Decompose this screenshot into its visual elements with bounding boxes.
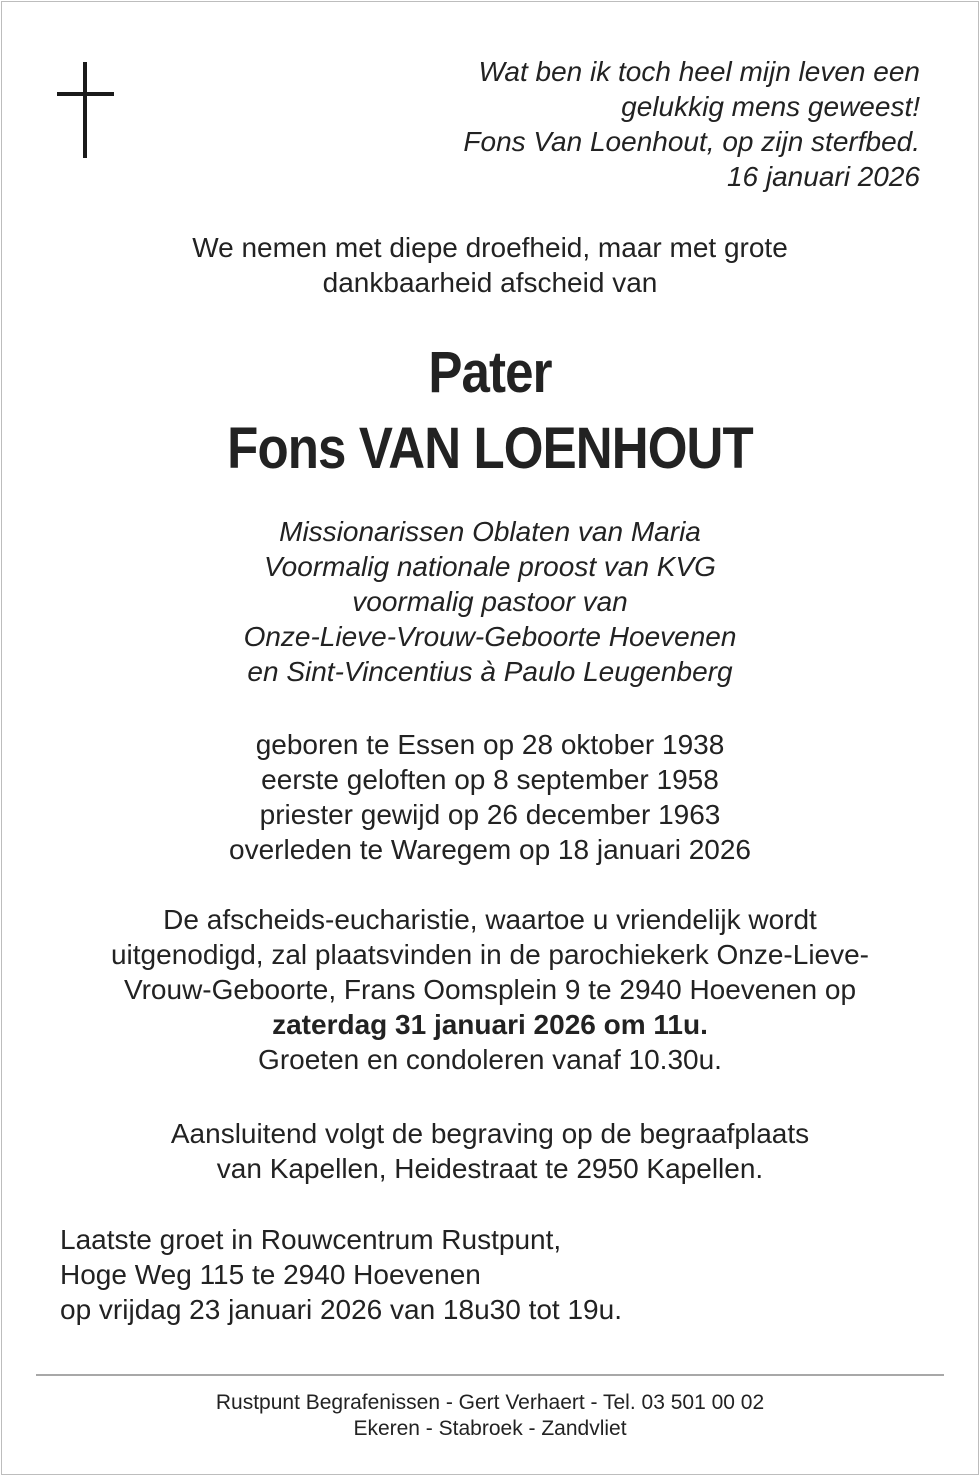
condolence-time: Groeten en condoleren vanaf 10.30u. [258,1044,722,1075]
deceased-name-block [59,335,921,487]
roles [0,514,980,689]
footer-line: Rustpunt Begrafenissen - Gert Verhaert - Tel. 03 501 00 02 [215,1391,765,1414]
intro-line: We nemen met diepe droefheid, maar met grote [192,232,788,263]
role-line: voormalig pastoor van [352,586,628,617]
quote-line: Wat ben ik toch heel mijn leven een [478,56,920,87]
role-line: Voormalig nationale proost van KVG [264,551,716,582]
burial-line: van Kapellen, Heidestraat te 2950 Kapellen. [216,1153,764,1184]
footer-divider [36,1374,944,1376]
funeral-home-footer [0,1390,980,1442]
role-line: Onze-Lieve-Vrouw-Geboorte Hoevenen [243,621,737,652]
date-line: eerste geloften op 8 september 1958 [261,764,719,795]
cross-icon [57,62,114,158]
burial-info [0,1116,980,1186]
farewell-line: Hoge Weg 115 te 2940 Hoevenen [60,1259,481,1290]
burial-line: Aansluitend volgt de begraving op de begraafplaats [170,1118,810,1149]
ceremony-line: De afscheids-eucharistie, waartoe u vriendelijk wordt [163,904,817,935]
quote [300,54,920,194]
deceased-name: Fons VAN LOENHOUT [227,416,753,481]
role-line: en Sint-Vincentius à Paulo Leugenberg [247,656,733,687]
ceremony-line: uitgenodigd, zal plaatsvinden in de parochiekerk Onze-Lieve- [110,939,870,970]
role-line: Missionarissen Oblaten van Maria [279,516,701,547]
footer-line: Ekeren - Stabroek - Zandvliet [353,1417,627,1440]
farewell-line: op vrijdag 23 januari 2026 van 18u30 tot 19u. [60,1294,622,1325]
quote-line: gelukkig mens geweest! [621,91,920,122]
ceremony-line: Vrouw-Geboorte, Frans Oomsplein 9 te 2940 Hoevenen op [123,974,857,1005]
quote-date: 16 januari 2026 [726,161,920,192]
quote-line: Fons Van Loenhout, op zijn sterfbed. [463,126,920,157]
life-dates [0,727,980,867]
farewell-line: Laatste groet in Rouwcentrum Rustpunt, [60,1224,562,1255]
intro-line: dankbaarheid afscheid van [322,267,658,298]
deceased-title: Pater [428,340,552,405]
date-line: priester gewijd op 26 december 1963 [259,799,721,830]
intro-text [0,230,980,300]
ceremony-datetime: zaterdag 31 januari 2026 om 11u. [272,1009,708,1040]
date-line: geboren te Essen op 28 oktober 1938 [255,729,725,760]
date-line: overleden te Waregem op 18 januari 2026 [229,834,751,865]
farewell-info [60,1222,622,1327]
ceremony-info [0,902,980,1077]
